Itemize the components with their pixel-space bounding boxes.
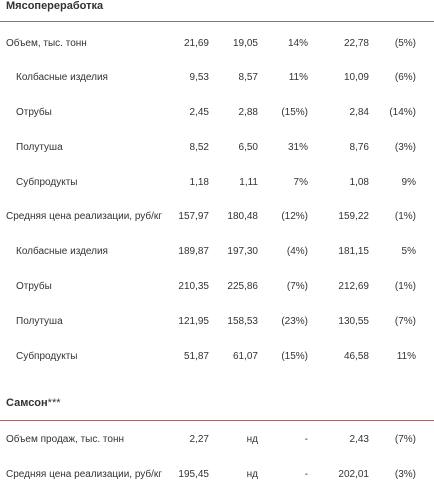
value-cell: 181,15: [338, 246, 369, 257]
value-cell: (15%): [281, 351, 308, 362]
row-label: Средняя цена реализации, руб/кг: [6, 211, 162, 222]
row-label: Колбасные изделия: [16, 246, 108, 257]
row-label: Субпродукты: [16, 177, 78, 188]
value-cell: -: [304, 434, 308, 445]
value-cell: (5%): [394, 38, 416, 49]
value-cell: 210,35: [178, 281, 209, 292]
table-row: [0, 458, 434, 492]
section-divider: [0, 21, 434, 22]
value-cell: 51,87: [183, 351, 209, 362]
value-cell: 2,84: [349, 107, 369, 118]
value-cell: (7%): [394, 316, 416, 327]
row-label: Объем, тыс. тонн: [6, 38, 87, 49]
value-cell: (4%): [286, 246, 308, 257]
row-label: Средняя цена реализации, руб/кг: [6, 469, 162, 480]
section-title-text: Мясопереработка: [6, 0, 104, 12]
value-cell: (1%): [394, 211, 416, 222]
value-cell: 1,11: [239, 177, 258, 188]
value-cell: 189,87: [178, 246, 209, 257]
value-cell: 157,97: [178, 211, 209, 222]
value-cell: (3%): [394, 142, 416, 153]
value-cell: 46,58: [343, 351, 369, 362]
value-cell: 8,76: [349, 142, 369, 153]
value-cell: 130,55: [338, 316, 369, 327]
row-label: Субпродукты: [16, 351, 78, 362]
value-cell: (7%): [394, 434, 416, 445]
value-cell: 202,01: [338, 469, 369, 480]
value-cell: (14%): [389, 107, 416, 118]
value-cell: (3%): [394, 469, 416, 480]
table-row: [0, 305, 434, 339]
value-cell: 197,30: [227, 246, 258, 257]
value-cell: нд: [246, 434, 258, 445]
value-cell: нд: [246, 469, 258, 480]
value-cell: 180,48: [227, 211, 258, 222]
value-cell: -: [304, 469, 308, 480]
value-cell: 19,05: [232, 38, 258, 49]
table-row: [0, 270, 434, 304]
section-title-text: Самсон: [6, 397, 48, 409]
value-cell: 195,45: [178, 469, 209, 480]
value-cell: 159,22: [338, 211, 369, 222]
table-row: [0, 340, 434, 374]
table-row: [0, 27, 434, 61]
table-row: [0, 131, 434, 165]
value-cell: 22,78: [343, 38, 369, 49]
value-cell: (1%): [394, 281, 416, 292]
footnote-marker: ***: [47, 397, 61, 409]
table-row: [0, 166, 434, 200]
value-cell: 2,45: [189, 107, 209, 118]
value-cell: 212,69: [338, 281, 369, 292]
value-cell: (15%): [281, 107, 308, 118]
value-cell: 1,18: [189, 177, 209, 188]
row-label: Полутуша: [16, 316, 63, 327]
value-cell: 8,57: [238, 72, 258, 83]
value-cell: 2,88: [238, 107, 258, 118]
value-cell: 11%: [396, 351, 416, 362]
row-label: Полутуша: [16, 142, 63, 153]
section-divider: [0, 420, 434, 421]
value-cell: 10,09: [343, 72, 369, 83]
table-row: [0, 235, 434, 269]
value-cell: (23%): [281, 316, 308, 327]
table-row: [0, 61, 434, 95]
value-cell: 1,08: [349, 177, 369, 188]
value-cell: 158,53: [227, 316, 258, 327]
row-label: Отрубы: [16, 281, 52, 292]
row-label: Колбасные изделия: [16, 72, 108, 83]
value-cell: 9,53: [189, 72, 209, 83]
value-cell: 61,07: [232, 351, 258, 362]
table-row: [0, 96, 434, 130]
value-cell: 11%: [288, 72, 308, 83]
section-title-samson: [6, 397, 61, 409]
value-cell: 14%: [287, 38, 308, 49]
value-cell: 6,50: [238, 142, 258, 153]
value-cell: 2,43: [349, 434, 369, 445]
value-cell: 7%: [293, 177, 308, 188]
value-cell: (12%): [281, 211, 308, 222]
table-row: [0, 423, 434, 457]
value-cell: 31%: [287, 142, 308, 153]
row-label: Объем продаж, тыс. тонн: [6, 434, 124, 445]
value-cell: 2,27: [189, 434, 209, 445]
row-label: Отрубы: [16, 107, 52, 118]
value-cell: (7%): [286, 281, 308, 292]
value-cell: 121,95: [178, 316, 209, 327]
value-cell: 9%: [401, 177, 416, 188]
table-row: [0, 200, 434, 234]
value-cell: 21,69: [183, 38, 209, 49]
value-cell: (6%): [394, 72, 416, 83]
value-cell: 5%: [401, 246, 416, 257]
value-cell: 225,86: [227, 281, 258, 292]
section-title-meat-processing: [6, 0, 103, 12]
value-cell: 8,52: [189, 142, 209, 153]
